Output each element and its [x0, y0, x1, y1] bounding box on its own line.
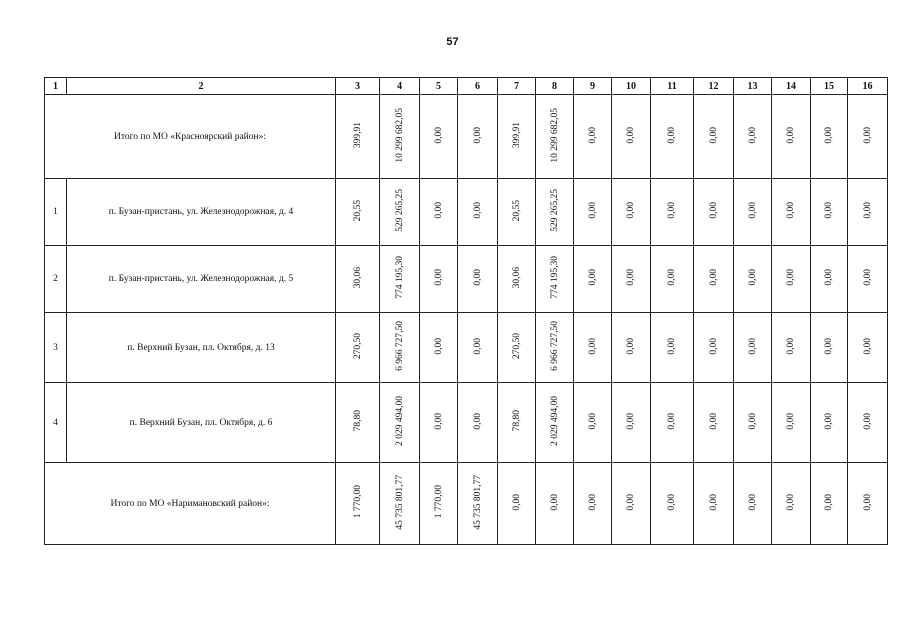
value-cell: 0,00 — [708, 337, 719, 355]
header-cell: 2 — [67, 78, 336, 95]
value-cell: 0,00 — [747, 126, 758, 144]
value-cell: 0,00 — [587, 269, 598, 286]
value-cell: 0,00 — [786, 202, 796, 219]
value-cell: 6 966 727,50 — [394, 321, 405, 371]
address-cell: п. Бузан-пристань, ул. Железнодорожная, д. 5 — [67, 246, 336, 313]
value-cell: 0,00 — [747, 412, 758, 430]
header-cell: 10 — [612, 78, 651, 95]
table-row — [45, 246, 888, 313]
value-cell: 0,00 — [862, 412, 873, 430]
value-cell: 6 966 727,50 — [549, 321, 560, 371]
value-cell: 0,00 — [667, 493, 677, 511]
total-row-krasnoyarsky — [45, 95, 888, 179]
address-cell: п. Верхний Бузан, пл. Октября, д. 13 — [67, 313, 336, 383]
value-cell: 0,00 — [708, 202, 719, 219]
value-cell: 0,00 — [433, 337, 444, 355]
header-cell: 5 — [420, 78, 458, 95]
value-cell: 270,50 — [511, 332, 522, 360]
value-cell: 10 299 682,05 — [394, 107, 405, 163]
value-cell: 0,00 — [824, 337, 834, 355]
value-cell: 0,00 — [747, 493, 758, 511]
value-cell: 0,00 — [472, 412, 483, 430]
header-row — [45, 78, 888, 95]
value-cell: 0,00 — [433, 202, 444, 219]
header-cell: 9 — [574, 78, 612, 95]
value-cell: 0,00 — [747, 202, 758, 219]
value-cell: 0,00 — [511, 493, 522, 511]
value-cell: 0,00 — [587, 126, 598, 144]
value-cell: 30,06 — [352, 266, 363, 289]
value-cell: 0,00 — [708, 412, 719, 430]
data-table — [44, 77, 888, 545]
row-number: 3 — [45, 313, 67, 383]
value-cell: 0,00 — [626, 269, 636, 286]
header-cell: 15 — [811, 78, 848, 95]
value-cell: 0,00 — [667, 412, 677, 430]
value-cell: 0,00 — [862, 493, 873, 511]
value-cell: 1 770,00 — [433, 485, 444, 519]
header-cell: 14 — [772, 78, 811, 95]
value-cell: 0,00 — [472, 337, 483, 355]
value-cell: 30,06 — [511, 266, 522, 289]
total-label: Итого по МО «Наримановский район»: — [45, 463, 336, 545]
page-number: 57 — [446, 36, 459, 48]
table-row — [45, 179, 888, 246]
value-cell: 0,00 — [862, 126, 873, 144]
row-number: 1 — [45, 179, 67, 246]
total-row-narimanovsky — [45, 463, 888, 545]
value-cell: 0,00 — [862, 337, 873, 355]
header-cell: 11 — [651, 78, 694, 95]
value-cell: 0,00 — [824, 269, 834, 286]
address-cell: п. Верхний Бузан, пл. Октября, д. 6 — [67, 383, 336, 463]
table-row — [45, 383, 888, 463]
value-cell: 0,00 — [786, 126, 796, 144]
value-cell: 0,00 — [786, 337, 796, 355]
value-cell: 2 029 494,00 — [394, 396, 405, 446]
value-cell: 10 299 682,05 — [549, 107, 560, 163]
row-number: 4 — [45, 383, 67, 463]
value-cell: 0,00 — [824, 493, 834, 511]
value-cell: 0,00 — [667, 337, 677, 355]
value-cell: 0,00 — [824, 412, 834, 430]
value-cell: 0,00 — [667, 202, 677, 219]
value-cell: 0,00 — [433, 412, 444, 430]
table-row — [45, 313, 888, 383]
value-cell: 20,55 — [511, 199, 522, 222]
total-label: Итого по МО «Красноярский район»: — [45, 95, 336, 179]
value-cell: 0,00 — [862, 269, 873, 286]
value-cell: 0,00 — [626, 412, 636, 430]
header-cell: 4 — [380, 78, 420, 95]
value-cell: 2 029 494,00 — [549, 396, 560, 446]
value-cell: 0,00 — [626, 493, 636, 511]
value-cell: 0,00 — [786, 493, 796, 511]
value-cell: 78,80 — [352, 410, 363, 432]
value-cell: 0,00 — [786, 412, 796, 430]
value-cell: 0,00 — [433, 126, 444, 144]
value-cell: 0,00 — [626, 126, 636, 144]
value-cell: 0,00 — [626, 202, 636, 219]
header-cell: 16 — [848, 78, 888, 95]
value-cell: 0,00 — [824, 202, 834, 219]
row-number: 2 — [45, 246, 67, 313]
value-cell: 45 735 801,77 — [394, 474, 405, 530]
value-cell: 0,00 — [587, 412, 598, 430]
value-cell: 0,00 — [549, 493, 560, 511]
header-cell: 7 — [498, 78, 536, 95]
value-cell: 0,00 — [626, 337, 636, 355]
value-cell: 0,00 — [708, 126, 719, 144]
value-cell: 774 195,30 — [549, 256, 560, 299]
value-cell: 0,00 — [587, 202, 598, 219]
value-cell: 774 195,30 — [394, 256, 405, 299]
header-cell: 3 — [336, 78, 380, 95]
value-cell: 0,00 — [667, 126, 677, 144]
value-cell: 0,00 — [824, 126, 834, 144]
value-cell: 0,00 — [433, 269, 444, 286]
value-cell: 0,00 — [786, 269, 796, 286]
header-cell: 8 — [536, 78, 574, 95]
value-cell: 20,55 — [352, 199, 363, 222]
value-cell: 0,00 — [472, 126, 483, 144]
value-cell: 0,00 — [587, 493, 598, 511]
header-cell: 1 — [45, 78, 67, 95]
value-cell: 0,00 — [587, 337, 598, 355]
value-cell: 1 770,00 — [352, 485, 363, 519]
header-cell: 12 — [694, 78, 734, 95]
value-cell: 0,00 — [862, 202, 873, 219]
header-cell: 6 — [458, 78, 498, 95]
value-cell: 399,91 — [511, 121, 522, 149]
value-cell: 399,91 — [352, 121, 363, 149]
value-cell: 270,50 — [352, 332, 363, 360]
value-cell: 0,00 — [747, 337, 758, 355]
value-cell: 78,80 — [511, 410, 522, 432]
value-cell: 0,00 — [708, 269, 719, 286]
header-cell: 13 — [734, 78, 772, 95]
value-cell: 45 735 801,77 — [472, 474, 483, 530]
value-cell: 0,00 — [667, 269, 677, 286]
value-cell: 0,00 — [708, 493, 719, 511]
value-cell: 0,00 — [472, 269, 483, 286]
address-cell: п. Бузан-пристань, ул. Железнодорожная, д. 4 — [67, 179, 336, 246]
value-cell: 529 265,25 — [549, 189, 560, 232]
value-cell: 0,00 — [747, 269, 758, 286]
value-cell: 0,00 — [472, 202, 483, 219]
value-cell: 529 265,25 — [394, 189, 405, 232]
